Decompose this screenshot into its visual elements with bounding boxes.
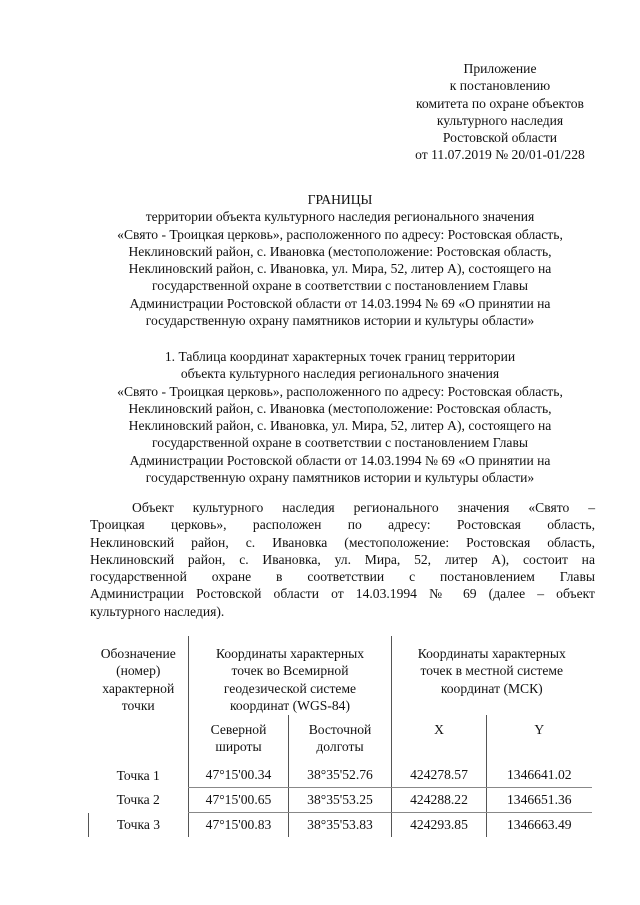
cell-north: 47°15'00.83 <box>189 813 289 838</box>
paragraph-line: Троицкая церковь», расположен по адресу: Ростовская область, <box>90 517 595 533</box>
title-line: Неклиновский район, с. Ивановка, ул. Мира, 52, литер А), состоящего на <box>128 261 552 277</box>
appendix-line: к постановлению <box>449 78 551 94</box>
cell-north: 47°15'00.65 <box>189 788 289 813</box>
cell-x: 424288.22 <box>392 788 487 813</box>
paragraph-line: Неклиновский район, с. Ивановка, ул. Мира, 52, литер А), состоит на <box>90 551 595 567</box>
table-row <box>89 763 592 788</box>
cell-east: 38°35'52.76 <box>289 763 392 788</box>
title-heading: ГРАНИЦЫ <box>307 192 373 207</box>
appendix-line: культурного наследия <box>436 112 564 128</box>
cell-y: 1346641.02 <box>487 763 592 788</box>
appendix-line: от 11.07.2019 № 20/01-01/228 <box>415 147 585 163</box>
cell-point: Точка 3 <box>89 813 189 838</box>
header-msk: Координаты характерных точек в местной системе координат (МСК) <box>392 636 592 715</box>
section-line: Администрации Ростовской области от 14.03.1994 № 69 «О принятии на <box>129 452 551 468</box>
cell-x: 424293.85 <box>392 813 487 838</box>
paragraph-line: государственной охране в соответствии с постановлением Главы <box>90 569 595 585</box>
section-line: объекта культурного наследия регионального значения <box>180 366 500 382</box>
table-header-row <box>89 636 592 715</box>
title-line: Неклиновский район, с. Ивановка (местоположение: Ростовская область, <box>128 243 552 259</box>
header-point-designation: Обозначение (номер) характерной точки <box>100 646 176 713</box>
description-paragraph <box>90 499 595 620</box>
appendix-line: Приложение <box>463 61 537 76</box>
appendix-line: Ростовской области <box>442 130 558 146</box>
title-line: территории объекта культурного наследия регионального значения <box>145 209 535 225</box>
subheader-x: X <box>392 715 487 763</box>
table-row <box>89 788 592 813</box>
title-line: Администрации Ростовской области от 14.03.1994 № 69 «О принятии на <box>129 295 551 311</box>
cell-east: 38°35'53.83 <box>289 813 392 838</box>
appendix-line: комитета по охране объектов <box>416 95 584 111</box>
cell-y: 1346663.49 <box>487 813 592 838</box>
header-wgs84: Координаты характерных точек во Всемирной геодезической системе координат (WGS-84) <box>189 636 392 715</box>
coordinates-table <box>88 636 592 837</box>
section-line: государственную охрану памятников истории и культуры области» <box>145 470 535 486</box>
subheader-north: Северной широты <box>189 715 289 763</box>
section-line: Неклиновский район, с. Ивановка, ул. Мира, 52, литер А), состоящего на <box>128 418 552 434</box>
subheader-east: Восточной долготы <box>289 715 392 763</box>
section-line: 1. Таблица координат характерных точек границ территории <box>164 349 516 364</box>
cell-x: 424278.57 <box>392 763 487 788</box>
subheader-y: Y <box>487 715 592 763</box>
cell-y: 1346651.36 <box>487 788 592 813</box>
appendix-header <box>390 60 610 164</box>
title-line: государственной охране в соответствии с постановлением Главы <box>151 278 529 294</box>
title-line: «Свято - Троицкая церковь», расположенного по адресу: Ростовская область, <box>117 226 563 242</box>
paragraph-line: Объект культурного наследия регионального значения «Свято – <box>132 500 595 515</box>
section-line: Неклиновский район, с. Ивановка (местоположение: Ростовская область, <box>128 400 552 416</box>
section-heading <box>40 348 640 486</box>
section-line: «Свято - Троицкая церковь», расположенного по адресу: Ростовская область, <box>117 383 563 399</box>
cell-east: 38°35'53.25 <box>289 788 392 813</box>
document-title <box>40 191 640 329</box>
cell-point: Точка 1 <box>116 767 160 783</box>
paragraph-line: Администрации Ростовской области от 14.03.1994 № 69 (далее – объект <box>90 586 595 602</box>
section-line: государственной охране в соответствии с постановлением Главы <box>151 435 529 451</box>
paragraph-line: культурного наследия). <box>90 603 225 619</box>
title-line: государственную охрану памятников истории и культуры области» <box>145 313 535 329</box>
cell-north: 47°15'00.34 <box>189 763 289 788</box>
cell-point: Точка 2 <box>116 792 160 808</box>
paragraph-line: Неклиновский район, с. Ивановка (местоположение: Ростовская область, <box>90 534 595 550</box>
table-row <box>89 813 592 838</box>
